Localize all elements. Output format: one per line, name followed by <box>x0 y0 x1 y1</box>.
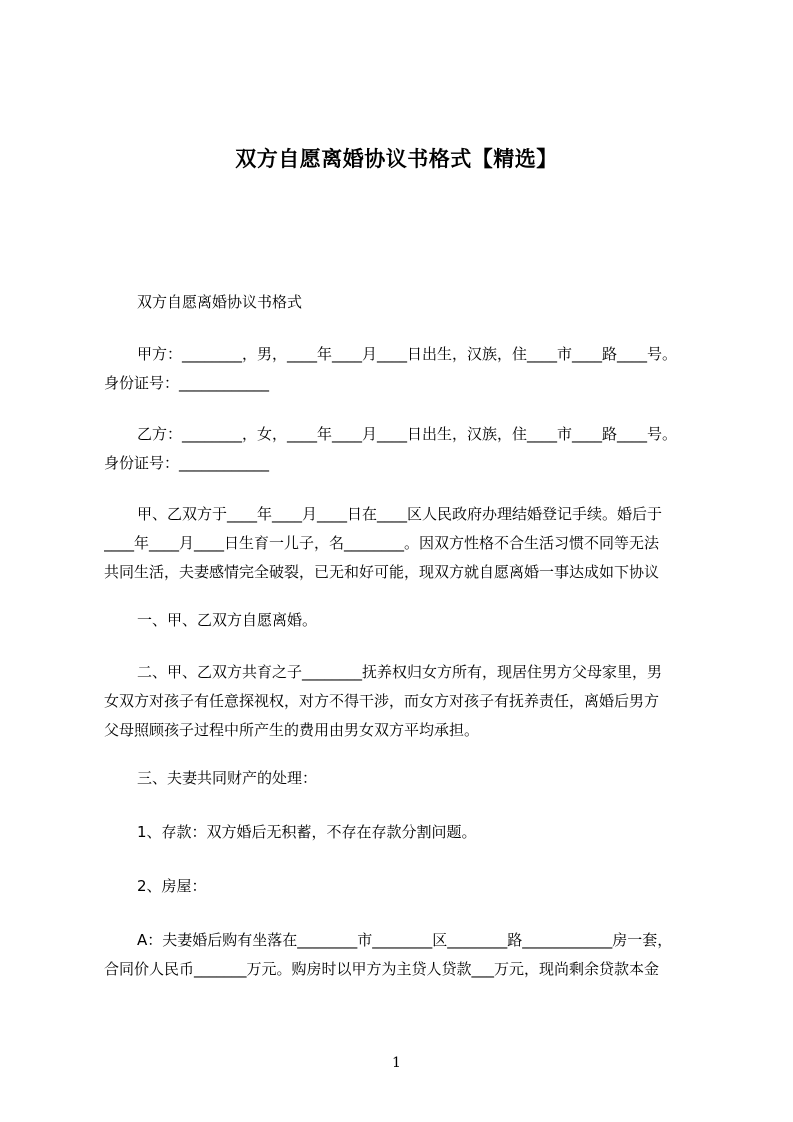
party-a-line-1: 甲方：________，男，____年____月____日出生，汉族，住____市____路____号。 <box>137 345 678 363</box>
clause-2-line-3: 父母照顾孩子过程中所产生的费用由男女双方平均承担。 <box>104 721 480 739</box>
item-a-line-1: A：夫妻婚后购有坐落在________市________区________路____________房一套， <box>137 931 673 949</box>
party-b-paragraph <box>104 420 714 478</box>
document-subtitle <box>137 288 747 317</box>
party-a-paragraph <box>104 340 714 398</box>
clause-1-paragraph <box>104 606 714 635</box>
page-number: 1 <box>392 1055 401 1071</box>
item-2-text: 2、房屋： <box>137 877 207 895</box>
marriage-paragraph <box>104 500 714 587</box>
item-a-paragraph <box>104 926 714 984</box>
party-a-line-2: 身份证号：____________ <box>104 374 270 392</box>
clause-1-text: 一、甲、乙双方自愿离婚。 <box>137 611 318 629</box>
marriage-line-1: 甲、乙双方于____年____月____日在____区人民政府办理结婚登记手续。婚后于 <box>137 505 663 523</box>
clause-2-line-2: 女双方对孩子有任意探视权，对方不得干涉，而女方对孩子有抚养责任，离婚后男方 <box>104 692 660 710</box>
item-2-paragraph <box>104 872 714 901</box>
marriage-line-3: 共同生活，夫妻感情完全破裂，已无和好可能，现双方就自愿离婚一事达成如下协议 <box>104 563 660 581</box>
item-a-line-2: 合同价人民币_______万元。购房时以甲方为主贷人贷款___万元，现尚剩余贷款本金 <box>104 960 660 978</box>
document-title: 双方自愿离婚协议书格式【精选】 <box>235 147 558 171</box>
party-b-line-1: 乙方：________，女，____年____月____日出生，汉族，住____市____路____号。 <box>137 425 678 443</box>
item-1-paragraph <box>104 818 714 847</box>
marriage-line-2: ____年____月____日生育一儿子，名________。因双方性格不合生活习惯不同等无法 <box>104 534 660 552</box>
item-1-text: 1、存款：双方婚后无积蓄，不存在存款分割问题。 <box>137 823 477 841</box>
party-b-line-2: 身份证号：____________ <box>104 454 270 472</box>
clause-3-paragraph <box>104 764 714 793</box>
clause-3-text: 三、夫妻共同财产的处理： <box>137 769 318 787</box>
clause-2-line-1: 二、甲、乙双方共育之子________抚养权归女方所有，现居住男方父母家里，男 <box>137 663 663 681</box>
clause-2-paragraph <box>104 658 714 745</box>
subtitle-text: 双方自愿离婚协议书格式 <box>137 293 303 311</box>
